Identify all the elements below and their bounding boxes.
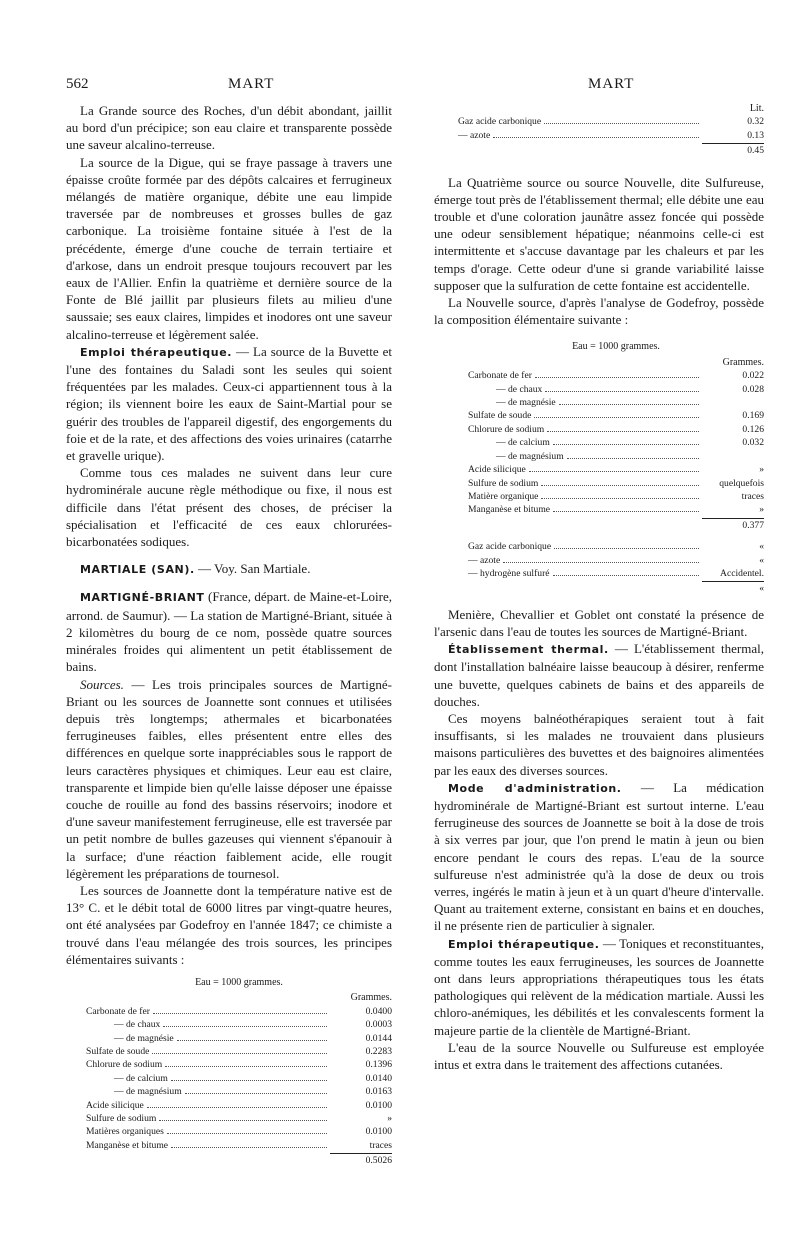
table-row [86, 1112, 392, 1125]
row-value: 0.13 [747, 129, 764, 141]
table-row [468, 423, 764, 436]
table-row [86, 1032, 392, 1045]
row-label: — azote [458, 129, 491, 141]
entry-martigne-briant: MARTIGNÉ-BRIANT (France, départ. de Maine-et-Loire, arrond. de Saumur). — La station de Martigné-Briant, située à 2 kilomètres du bourg de ce nom, possède quatre sources minérales froides qui alimentent un petit établissement de bains. [66, 589, 392, 675]
row-label: Carbonate de fer [86, 1005, 150, 1017]
entry-heading: MARTIALE (SAN). [80, 563, 195, 577]
row-label: — de calcium [114, 1072, 168, 1084]
table-row [86, 1099, 392, 1112]
table-row [86, 1139, 392, 1152]
row-value: « [759, 554, 764, 566]
paragraph-cure: Comme tous ces malades ne suivent dans leur cure hydrominérale aucune règle méthodique ou fixe, il nous est difficile dans l'état présent des choses, de préciser la spécialisation et l'efficacité de ces eaux chlorurées-bicarbonatées sodiques. [66, 465, 392, 550]
table-total: 0.45 [747, 145, 764, 157]
leader-dots [153, 1013, 327, 1014]
row-label: — de calcium [496, 437, 550, 449]
leader-dots [547, 431, 699, 432]
row-value: Accidentel. [720, 567, 764, 579]
row-value: 0.2283 [365, 1045, 392, 1057]
table-unit: Grammes. [350, 992, 392, 1004]
running-title-right: MART [588, 76, 635, 92]
table-row [468, 540, 764, 553]
leader-dots [171, 1080, 327, 1081]
row-label: Gaz acide carbonique [458, 116, 542, 128]
section-heading: Établissement thermal. [448, 643, 609, 657]
table-total: « [759, 583, 764, 595]
row-value: 0.32 [747, 116, 764, 128]
table-unit: Grammes. [722, 356, 764, 368]
leader-dots [159, 1120, 327, 1121]
composition-table-joannette [86, 976, 392, 1168]
table-row [86, 1005, 392, 1018]
table-row [458, 129, 764, 142]
leader-dots [529, 471, 699, 472]
table-row [86, 1045, 392, 1058]
row-label: — azote [468, 554, 501, 566]
table-row [468, 554, 764, 567]
table-row [468, 490, 764, 503]
leader-dots [559, 404, 699, 405]
row-label: — de chaux [496, 383, 543, 395]
row-label: — de magnésium [496, 450, 564, 462]
table-row [468, 503, 764, 516]
table-total: 0.5026 [365, 1155, 392, 1167]
leader-dots [567, 458, 699, 459]
leader-dots [553, 575, 699, 576]
row-value: 0.1396 [365, 1059, 392, 1071]
leader-dots [493, 137, 699, 138]
leader-dots [167, 1133, 327, 1134]
row-value: 0.169 [742, 410, 764, 422]
table-row [86, 1085, 392, 1098]
table-row [468, 369, 764, 382]
row-value: 0.0140 [365, 1072, 392, 1084]
section-heading: Mode d'administration. [448, 781, 622, 795]
row-value: 0.022 [742, 370, 764, 382]
table-row [86, 1018, 392, 1031]
row-value: 0.032 [742, 437, 764, 449]
section-heading: Sources. [80, 676, 124, 692]
row-label: Carbonate de fer [468, 370, 532, 382]
composition-table-nouvelle [468, 340, 764, 595]
row-value: « [759, 541, 764, 553]
leader-dots [503, 562, 699, 563]
leader-dots [554, 548, 699, 549]
section-heading: Emploi thérapeutique. [448, 937, 600, 951]
page-number: 562 [66, 76, 89, 92]
row-label: Gaz acide carbonique [468, 541, 552, 553]
row-value: 0.0100 [365, 1099, 392, 1111]
row-value: 0.0003 [365, 1019, 392, 1031]
row-value: traces [369, 1139, 392, 1151]
row-value: traces [741, 490, 764, 502]
row-label: Acide silicique [86, 1099, 144, 1111]
row-label: Chlorure de sodium [468, 423, 545, 435]
row-label: Manganèse et bitume [86, 1139, 169, 1151]
table-caption: Eau = 1000 grammes. [195, 976, 283, 988]
row-label: — de chaux [114, 1019, 161, 1031]
right-column [434, 102, 764, 1073]
row-value: 0.0400 [365, 1005, 392, 1017]
table-row [468, 436, 764, 449]
table-row [468, 396, 764, 409]
paragraph-etablissement: Établissement thermal. — L'établissement thermal, dont l'installation balnéaire laisse beaucoup à désirer, renferme une buvette, quelques cabinets de bains et des appareils de douches. [434, 641, 764, 709]
paragraph-nouvelle-source: La Nouvelle source, d'après l'analyse de Godefroy, possède la composition élémentaire suivante : [434, 295, 764, 328]
paragraph-arsenic: Menière, Chevallier et Goblet ont constaté la présence de l'arsenic dans l'eau de toutes les sources de Martigné-Briant. [434, 606, 764, 639]
leader-dots [185, 1093, 327, 1094]
paragraph-quatrieme-source: La Quatrième source ou source Nouvelle, dite Sulfureuse, émerge tout près de l'établissement thermal; elle débite une eau trouble et d'une coloration jaunâtre assez foncée qui possède une odeur sensiblement hépatique; néanmoins celle-ci est intermittente et s'accuse davantage par les chaleurs et par les temps d'orage. Cette odeur d'une si grande variabilité laisse supposer que la sulfuration de cette fontaine est accidentelle. [434, 174, 764, 293]
left-column [66, 102, 392, 1176]
paragraph-source-digue: La source de la Digue, qui se fraye passage à travers une épaisse croûte formée par des dépôts calcaires et ferrugineux mélangés de matière organique, débite une eau limpide traversée par de nombreuses et grosses bulles de gaz carbonique. La troisième fontaine située à l'est de la précédente, émerge d'une couche de terrain tertiaire et d'arkose, dans un endroit presque toujours recouvert par les eaux de l'Allier. Enfin la quatrième et dernière source de la Fonte de Blé jaillit par plusieurs filets au milieu d'une saussaie; ses eaux claires, limpides et inodores ont une saveur alcalino-terreuse et légèrement salée. [66, 154, 392, 342]
row-label: Acide silicique [468, 464, 526, 476]
paragraph-grande-source: La Grande source des Roches, d'un débit abondant, jaillit au bord d'un précipice; son eau claire et transparente possède une saveur alcalino-terreuse. [66, 103, 392, 153]
row-label: — de magnésie [496, 397, 556, 409]
table-row [458, 115, 764, 128]
row-label: — hydrogène sulfuré [468, 567, 550, 579]
row-label: Manganèse et bitume [468, 504, 551, 516]
table-row [86, 1125, 392, 1138]
leader-dots [544, 123, 699, 124]
row-label: Matière organique [468, 490, 539, 502]
table-row [468, 567, 764, 580]
leader-dots [171, 1147, 327, 1148]
paragraph-emploi-therapeutique: Emploi thérapeutique. — La source de la Buvette et l'une des fontaines du Saladi sont les seules qui soient fréquentées par les malades. Ceux-ci appartiennent tous à la région; ils viennent boire les eaux de Saint-Martial pour se guérir des troubles de l'appareil digestif, des engorgements du foie et de la rate, et des affections des voies urinaires (catarrhe et gravelle urique). [66, 343, 392, 464]
row-value: 0.126 [742, 423, 764, 435]
paragraph-moyens: Ces moyens balnéothérapiques seraient tout à fait insuffisants, si les malades ne trouvaient dans plusieurs maisons particulières des buvettes et des baignoires alimentées par les eaux des diverses sources. [434, 710, 764, 778]
paragraph-emploi-therapeutique-2: Emploi thérapeutique. — Toniques et reconstituantes, comme toutes les eaux ferrugineuses, les sources de Joannette ont dans leurs appropriations thérapeutiques tous les états pathologiques qui relèvent de la médication martiale. Aussi les chloro-anémiques, les débilités et les convalescents forment la majeure partie de la clientèle de Martigné-Briant. [434, 935, 764, 1038]
row-label: — de magnésium [114, 1086, 182, 1098]
leader-dots [553, 511, 699, 512]
leader-dots [535, 377, 699, 378]
leader-dots [177, 1040, 327, 1041]
table-row [468, 450, 764, 463]
leader-dots [541, 498, 699, 499]
paragraph-mode-administration: Mode d'administration. — La médication hydrominérale de Martigné-Briant est surtout interne. L'eau ferrugineuse des sources de Joannette se boit à la dose de trois à six verres par jour, que l'on prend le matin à jeun ou bien encore pendant le cours des repas. L'eau de la source sulfureuse n'est administrée qu'à la dose de deux ou trois verres, ingérés le matin à jeun et à un quart d'heure d'intervalle. Quant au traitement externe, consistant en bains et en douches, il ne présente rien de particulier à signaler. [434, 779, 764, 934]
section-heading: Emploi thérapeutique. [80, 345, 233, 359]
table-unit: Lit. [749, 103, 764, 114]
leader-dots [553, 444, 699, 445]
leader-dots [534, 417, 699, 418]
row-value: » [759, 464, 764, 476]
row-label: Sulfure de sodium [86, 1113, 157, 1125]
gas-table-joannette [458, 102, 764, 158]
row-value: quelquefois [719, 477, 764, 489]
paragraph-eau-sulfureuse: L'eau de la source Nouvelle ou Sulfureuse est employée intus et extra dans le traitement des affections cutanées. [434, 1039, 764, 1073]
row-label: Sulfate de soude [86, 1045, 150, 1057]
entry-heading: MARTIGNÉ-BRIANT [80, 591, 205, 605]
row-label: Sulfure de sodium [468, 477, 539, 489]
table-row [86, 1058, 392, 1071]
table-row [468, 383, 764, 396]
leader-dots [163, 1026, 327, 1027]
table-total: 0.377 [742, 519, 764, 531]
leader-dots [152, 1053, 327, 1054]
row-label: — de magnésie [114, 1032, 174, 1044]
row-value: » [759, 504, 764, 516]
row-label: Sulfate de soude [468, 410, 532, 422]
row-value: 0.028 [742, 383, 764, 395]
table-row [86, 1072, 392, 1085]
leader-dots [541, 485, 699, 486]
table-caption: Eau = 1000 grammes. [572, 341, 660, 353]
table-row [468, 463, 764, 476]
table-row [468, 477, 764, 490]
paragraph-sources: Sources. — Les trois principales sources de Martigné-Briant ou les sources de Joannette sont connues et utilisées depuis très longtemps; athermales et bicarbonatées ferrugineuses faibles, elles présentent entre elles des différences en quelque sorte inappréciables sous le rapport de leurs caractères physiques et chimiques. Leur eau est claire, transparente et limpide bien qu'elle laisse déposer une épaisse couche de rouille au fond des bassins réservoirs; inodore et d'une saveur manifestement ferrugineuse, elle est traversée par un petit nombre de bulles gazeuses qui viennent s'épanouir à la surface; d'une réaction faiblement acide, elle rougit légèrement les préparations de tournesol. [66, 676, 392, 881]
row-value: 0.0100 [365, 1126, 392, 1138]
row-label: Matières organiques [86, 1126, 164, 1138]
entry-martiale: MARTIALE (SAN). — Voy. San Martiale. [80, 561, 311, 577]
leader-dots [545, 391, 699, 392]
running-title-left: MART [228, 76, 275, 92]
row-value: » [387, 1113, 392, 1125]
leader-dots [147, 1107, 327, 1108]
paragraph-joannette: Les sources de Joannette dont la température native est de 13° C. et le débit total de 6000 litres par vingt-quatre heures, ont été analysées par Godefroy en l'année 1847; ce chimiste a trouvé dans l'eau mélangée des trois sources, les principes élémentaires suivants : [66, 882, 392, 967]
leader-dots [165, 1066, 327, 1067]
row-value: 0.0163 [365, 1086, 392, 1098]
row-label: Chlorure de sodium [86, 1059, 163, 1071]
row-value: 0.0144 [365, 1032, 392, 1044]
table-row [468, 409, 764, 422]
